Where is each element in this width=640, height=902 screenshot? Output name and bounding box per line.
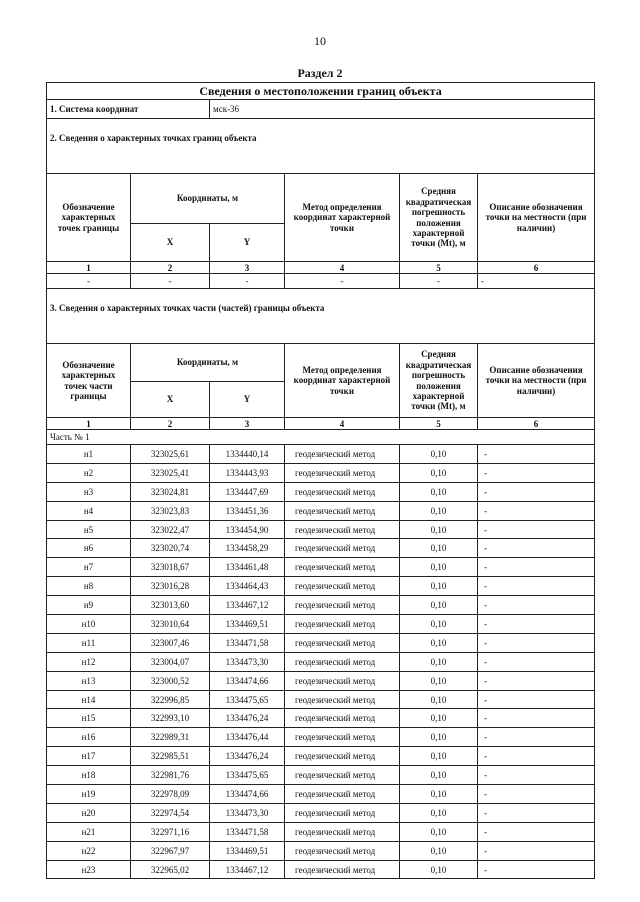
cell-desc: - [478, 709, 595, 728]
cell-mt: 0,10 [400, 482, 478, 501]
cell-x: 323022,47 [131, 520, 210, 539]
cell-method: геодезический метод [285, 747, 400, 766]
part3-x-header: X [131, 382, 210, 418]
cell-id: н17 [47, 747, 131, 766]
cell-desc: - [478, 596, 595, 615]
table-row [47, 822, 595, 841]
cell-desc: - [478, 671, 595, 690]
cell-id: н4 [47, 501, 131, 520]
cell-mt: 0,10 [400, 596, 478, 615]
cell-y: 1334469,51 [210, 841, 285, 860]
cell-method: геодезический метод [285, 803, 400, 822]
cell-id: н9 [47, 596, 131, 615]
cell-y: 1334454,90 [210, 520, 285, 539]
cell-mt: 0,10 [400, 558, 478, 577]
heading: Сведения о местоположении границ объекта [47, 83, 595, 100]
cell-mt: 0,10 [400, 615, 478, 634]
cell-y: 1334464,43 [210, 577, 285, 596]
part2-empty-cell: - [210, 274, 285, 289]
cell-id: н21 [47, 822, 131, 841]
table-row [47, 671, 595, 690]
part2-empty-cell: - [478, 274, 595, 289]
cell-id: н13 [47, 671, 131, 690]
table-row [47, 803, 595, 822]
table-row [47, 615, 595, 634]
cell-y: 1334467,12 [210, 860, 285, 879]
cell-id: н11 [47, 633, 131, 652]
cell-id: н2 [47, 463, 131, 482]
cell-x: 322993,10 [131, 709, 210, 728]
cell-x: 322965,02 [131, 860, 210, 879]
cell-y: 1334474,66 [210, 671, 285, 690]
cell-y: 1334476,24 [210, 709, 285, 728]
cell-method: геодезический метод [285, 728, 400, 747]
cell-mt: 0,10 [400, 766, 478, 785]
cell-desc: - [478, 785, 595, 804]
cell-x: 323020,74 [131, 539, 210, 558]
table-row [47, 633, 595, 652]
cell-mt: 0,10 [400, 841, 478, 860]
cell-mt: 0,10 [400, 671, 478, 690]
cell-x: 323025,41 [131, 463, 210, 482]
cell-x: 322989,31 [131, 728, 210, 747]
table-row [47, 520, 595, 539]
cell-x: 323010,64 [131, 615, 210, 634]
table-row [47, 785, 595, 804]
cell-desc: - [478, 766, 595, 785]
cell-method: геодезический метод [285, 501, 400, 520]
cell-x: 323000,52 [131, 671, 210, 690]
cell-id: н18 [47, 766, 131, 785]
part2-num: 5 [400, 262, 478, 274]
section-title: Раздел 2 [297, 66, 343, 80]
cell-desc: - [478, 482, 595, 501]
cell-desc: - [478, 615, 595, 634]
cell-method: геодезический метод [285, 520, 400, 539]
table-row [47, 652, 595, 671]
part2-empty-cell: - [131, 274, 210, 289]
cell-id: н10 [47, 615, 131, 634]
cell-y: 1334471,58 [210, 633, 285, 652]
cell-id: н16 [47, 728, 131, 747]
cell-desc: - [478, 633, 595, 652]
cell-y: 1334451,36 [210, 501, 285, 520]
part2-empty-cell: - [47, 274, 131, 289]
cell-id: н5 [47, 520, 131, 539]
cell-mt: 0,10 [400, 747, 478, 766]
part2-num: 6 [478, 262, 595, 274]
part2-col5-header: Средняя квадратическая погрешность положения характерной точки (Mt), м [400, 174, 478, 262]
part3-col4-header: Метод определения координат характерной точки [285, 344, 400, 418]
cell-y: 1334467,12 [210, 596, 285, 615]
cell-desc: - [478, 501, 595, 520]
cell-id: н6 [47, 539, 131, 558]
table-row [47, 445, 595, 464]
table-row [47, 463, 595, 482]
cell-desc: - [478, 747, 595, 766]
points-table-body [47, 445, 595, 879]
cell-x: 323024,81 [131, 482, 210, 501]
cell-method: геодезический метод [285, 633, 400, 652]
part3-col6-header: Описание обозначения точки на местности (при наличии) [478, 344, 595, 418]
cell-desc: - [478, 803, 595, 822]
cell-method: геодезический метод [285, 785, 400, 804]
cell-method: геодезический метод [285, 671, 400, 690]
cell-desc: - [478, 728, 595, 747]
cell-desc: - [478, 841, 595, 860]
subpart-label: Часть № 1 [47, 430, 595, 445]
page-number: 10 [314, 34, 326, 48]
section-table [46, 82, 595, 879]
cell-y: 1334475,65 [210, 766, 285, 785]
cell-id: н3 [47, 482, 131, 501]
cell-y: 1334471,58 [210, 822, 285, 841]
part3-col5-header: Средняя квадратическая погрешность положения характерной точки (Mt), м [400, 344, 478, 418]
cell-desc: - [478, 463, 595, 482]
cell-mt: 0,10 [400, 520, 478, 539]
cell-x: 323023,83 [131, 501, 210, 520]
part2-title: 2. Сведения о характерных точках границ объекта [47, 119, 595, 174]
cell-mt: 0,10 [400, 709, 478, 728]
cell-desc: - [478, 445, 595, 464]
cell-x: 322996,85 [131, 690, 210, 709]
part2-coords-header: Координаты, м [131, 174, 285, 224]
cell-desc: - [478, 577, 595, 596]
part2-col6-header: Описание обозначения точки на местности (при наличии) [478, 174, 595, 262]
cell-mt: 0,10 [400, 652, 478, 671]
part3-y-header: Y [210, 382, 285, 418]
part2-empty-cell: - [285, 274, 400, 289]
cell-method: геодезический метод [285, 860, 400, 879]
part2-num: 2 [131, 262, 210, 274]
part3-title: 3. Сведения о характерных точках части (частей) границы объекта [47, 289, 595, 344]
part2-num: 3 [210, 262, 285, 274]
cell-method: геодезический метод [285, 709, 400, 728]
part3-col1-header: Обозначение характерных точек части границы [47, 344, 131, 418]
part2-num: 1 [47, 262, 131, 274]
cell-mt: 0,10 [400, 577, 478, 596]
cell-x: 323004,07 [131, 652, 210, 671]
table-row [47, 728, 595, 747]
cell-y: 1334458,29 [210, 539, 285, 558]
cell-x: 322971,16 [131, 822, 210, 841]
table-row [47, 690, 595, 709]
part3-num: 3 [210, 418, 285, 430]
cell-y: 1334440,14 [210, 445, 285, 464]
cell-method: геодезический метод [285, 652, 400, 671]
cell-y: 1334461,48 [210, 558, 285, 577]
part3-num: 6 [478, 418, 595, 430]
cell-method: геодезический метод [285, 539, 400, 558]
cell-id: н8 [47, 577, 131, 596]
cell-method: геодезический метод [285, 596, 400, 615]
cell-desc: - [478, 690, 595, 709]
cell-mt: 0,10 [400, 539, 478, 558]
cell-id: н19 [47, 785, 131, 804]
cell-y: 1334476,24 [210, 747, 285, 766]
cell-mt: 0,10 [400, 860, 478, 879]
cell-desc: - [478, 558, 595, 577]
cell-id: н20 [47, 803, 131, 822]
cell-y: 1334474,66 [210, 785, 285, 804]
table-row [47, 501, 595, 520]
cell-desc: - [478, 539, 595, 558]
cell-id: н1 [47, 445, 131, 464]
cell-mt: 0,10 [400, 445, 478, 464]
cell-desc: - [478, 652, 595, 671]
cell-method: геодезический метод [285, 615, 400, 634]
cell-x: 322967,97 [131, 841, 210, 860]
cell-desc: - [478, 860, 595, 879]
cell-method: геодезический метод [285, 690, 400, 709]
part3-num: 5 [400, 418, 478, 430]
system-value: мск-36 [210, 100, 595, 119]
cell-method: геодезический метод [285, 577, 400, 596]
part2-col4-header: Метод определения координат характерной точки [285, 174, 400, 262]
part3-coords-header: Координаты, м [131, 344, 285, 382]
table-row [47, 747, 595, 766]
cell-id: н7 [47, 558, 131, 577]
cell-x: 323025,61 [131, 445, 210, 464]
cell-id: н22 [47, 841, 131, 860]
cell-y: 1334469,51 [210, 615, 285, 634]
cell-mt: 0,10 [400, 785, 478, 804]
cell-mt: 0,10 [400, 690, 478, 709]
cell-mt: 0,10 [400, 501, 478, 520]
table-row [47, 558, 595, 577]
cell-method: геодезический метод [285, 766, 400, 785]
cell-id: н14 [47, 690, 131, 709]
cell-y: 1334447,69 [210, 482, 285, 501]
cell-x: 323013,60 [131, 596, 210, 615]
part2-empty-cell: - [400, 274, 478, 289]
cell-mt: 0,10 [400, 633, 478, 652]
part2-x-header: X [131, 224, 210, 262]
cell-mt: 0,10 [400, 728, 478, 747]
cell-desc: - [478, 822, 595, 841]
part3-num: 2 [131, 418, 210, 430]
cell-x: 322985,51 [131, 747, 210, 766]
cell-method: геодезический метод [285, 841, 400, 860]
cell-x: 323018,67 [131, 558, 210, 577]
table-row [47, 841, 595, 860]
part2-col1-header: Обозначение характерных точек границы [47, 174, 131, 262]
part3-num: 1 [47, 418, 131, 430]
cell-x: 323016,28 [131, 577, 210, 596]
table-row [47, 539, 595, 558]
cell-mt: 0,10 [400, 822, 478, 841]
table-row [47, 596, 595, 615]
cell-x: 323007,46 [131, 633, 210, 652]
table-row [47, 577, 595, 596]
table-row [47, 860, 595, 879]
cell-y: 1334473,30 [210, 803, 285, 822]
cell-x: 322981,76 [131, 766, 210, 785]
cell-id: н12 [47, 652, 131, 671]
cell-id: н23 [47, 860, 131, 879]
table-row [47, 482, 595, 501]
part2-y-header: Y [210, 224, 285, 262]
cell-mt: 0,10 [400, 463, 478, 482]
cell-x: 322978,09 [131, 785, 210, 804]
cell-method: геодезический метод [285, 445, 400, 464]
part2-num: 4 [285, 262, 400, 274]
cell-y: 1334443,93 [210, 463, 285, 482]
table-row [47, 766, 595, 785]
table-row [47, 709, 595, 728]
cell-mt: 0,10 [400, 803, 478, 822]
cell-y: 1334473,30 [210, 652, 285, 671]
cell-method: геодезический метод [285, 558, 400, 577]
cell-id: н15 [47, 709, 131, 728]
cell-x: 322974,54 [131, 803, 210, 822]
cell-y: 1334475,65 [210, 690, 285, 709]
cell-method: геодезический метод [285, 482, 400, 501]
cell-desc: - [478, 520, 595, 539]
part3-num: 4 [285, 418, 400, 430]
cell-y: 1334476,44 [210, 728, 285, 747]
document-table-wrap [46, 82, 594, 879]
cell-method: геодезический метод [285, 463, 400, 482]
cell-method: геодезический метод [285, 822, 400, 841]
system-label: 1. Система координат [47, 100, 210, 119]
